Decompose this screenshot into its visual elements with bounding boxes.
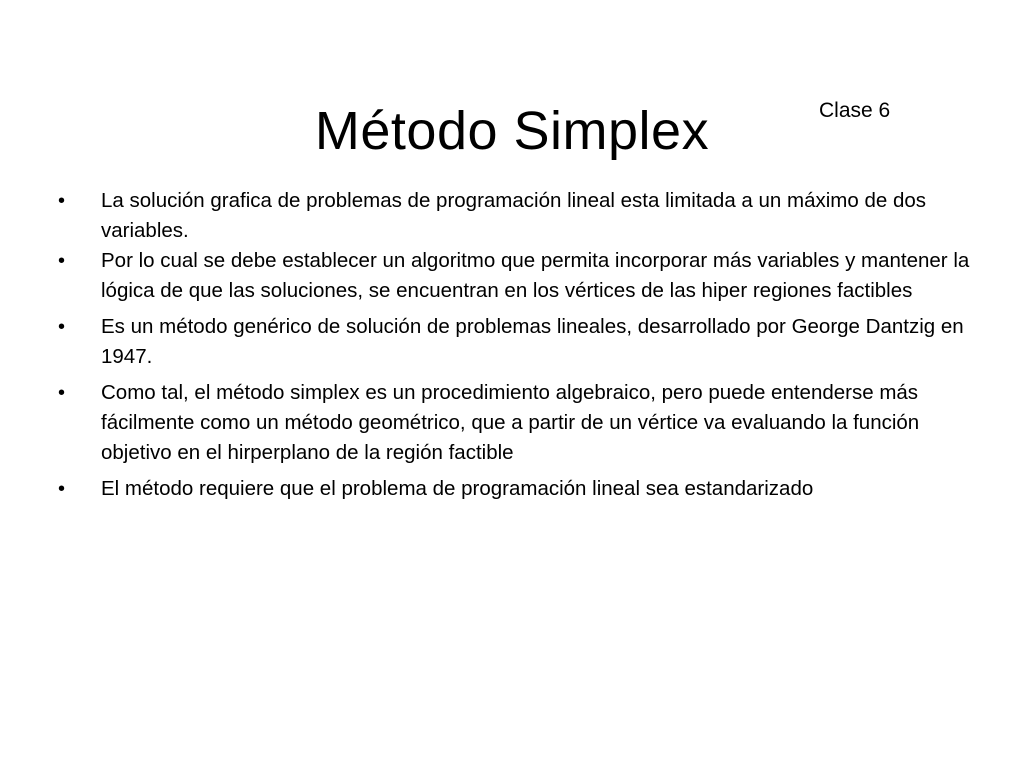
bullet-text: Por lo cual se debe establecer un algoritmo que permita incorporar más variables y mantener la lógica de que las soluciones, se encuentran en los vértices de las hiper regiones factibles xyxy=(101,249,970,302)
bullet-item xyxy=(58,474,978,504)
bullet-item xyxy=(58,186,978,246)
bullet-text: Es un método genérico de solución de problemas lineales, desarrollado por George Dantzig en 1947. xyxy=(101,315,964,368)
bullet-text: La solución grafica de problemas de programación lineal esta limitada a un máximo de dos variables. xyxy=(101,189,927,242)
bullet-item xyxy=(58,312,978,372)
bullet-text: El método requiere que el problema de programación lineal sea estandarizado xyxy=(101,477,814,500)
bullet-text: Como tal, el método simplex es un procedimiento algebraico, pero puede entenderse más fácilmente como un método geométrico, que a partir de un vértice va evaluando la función objetivo en el hirperplano de la región factible xyxy=(101,381,920,464)
bullet-list xyxy=(58,186,978,510)
bullet-icon: • xyxy=(58,316,66,338)
bullet-icon: • xyxy=(58,250,66,272)
bullet-icon: • xyxy=(58,382,66,404)
slide-subtitle: Clase 6 xyxy=(819,99,891,122)
bullet-icon: • xyxy=(58,190,66,212)
bullet-item xyxy=(58,378,978,468)
bullet-icon: • xyxy=(58,478,66,500)
slide-title: Método Simplex xyxy=(314,101,710,162)
bullet-item xyxy=(58,246,978,306)
